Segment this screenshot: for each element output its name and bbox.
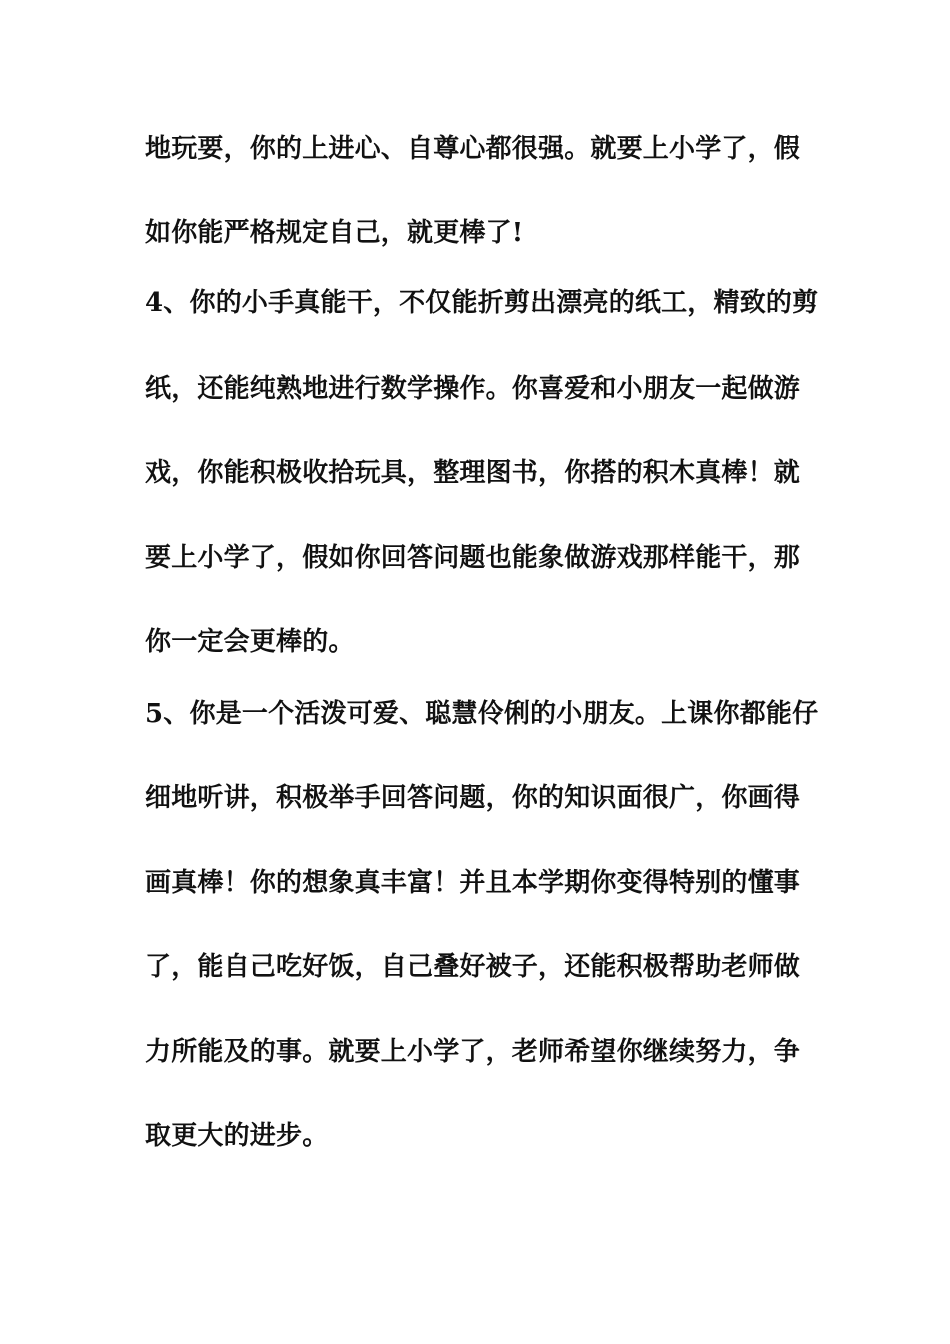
text-line: 取更大的进步。 — [145, 1121, 329, 1151]
text-line: 纸，还能纯熟地进行数学操作。你喜爱和小朋友一起做游 — [145, 374, 801, 404]
text-line: 画真棒！你的想象真丰富！并且本学期你变得特别的懂事 — [145, 868, 801, 898]
paragraph-5-start: 5、你是一个活泼可爱、聪慧伶俐的小朋友。上课你都能仔 — [145, 699, 819, 729]
text-line: 如你能严格规定自己，就更棒了! — [145, 218, 524, 248]
text-line: 了，能自己吃好饭，自己叠好被子，还能积极帮助老师做 — [145, 952, 801, 982]
text-line: 要上小学了，假如你回答问题也能象做游戏那样能干，那 — [145, 543, 801, 573]
text-line: 地玩要，你的上进心、自尊心都很强。就要上小学了，假 — [145, 134, 801, 164]
text-line: 戏，你能积极收拾玩具，整理图书，你搭的积木真棒！就 — [145, 458, 801, 488]
text-line: 你一定会更棒的。 — [145, 627, 355, 657]
paragraph-4-start: 4、你的小手真能干，不仅能折剪出漂亮的纸工，精致的剪 — [145, 288, 819, 318]
text-line: 细地听讲，积极举手回答问题，你的知识面很广，你画得 — [145, 783, 801, 813]
text-line: 力所能及的事。就要上小学了，老师希望你继续努力，争 — [145, 1037, 801, 1067]
